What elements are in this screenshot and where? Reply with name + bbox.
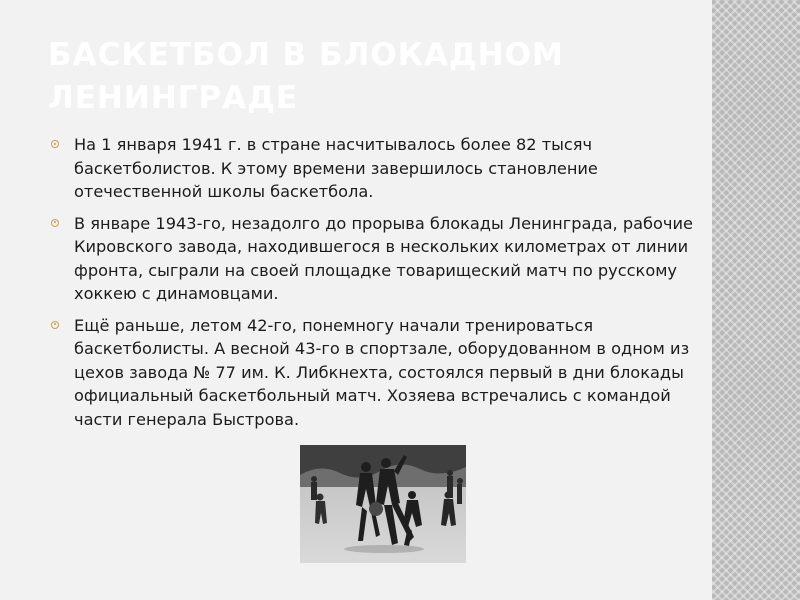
bullet-item [48, 314, 708, 432]
bullet-item [48, 212, 708, 306]
bullet-text: На 1 января 1941 г. в стране насчитывалось более 82 тысяч баскетболистов. К этому времени завершилось становление отечественной школы баскетбола. [74, 135, 598, 201]
bullet-list [48, 133, 708, 439]
basketball-game-photo [300, 445, 466, 563]
bullet-item [48, 133, 708, 204]
bullet-text: В январе 1943-го, незадолго до прорыва блокады Ленинграда, рабочие Кировского завода, находившегося в нескольких километрах от линии фронта, сыграли на своей площадке товарищеский матч по русскому хоккею с динамовцами. [74, 213, 693, 303]
bullet-circle-icon [51, 321, 59, 329]
decorative-side-pattern [712, 0, 800, 600]
photo-illustration [300, 445, 466, 563]
slide-title: БАСКЕТБОЛ В БЛОКАДНОМ ЛЕНИНГРАДЕ [48, 37, 564, 116]
bullet-text: Ещё раньше, летом 42-го, понемногу начали тренироваться баскетболисты. А весной 43-го в спортзале, оборудованном в одном из цехов завода № 77 им. К. Либкнехта, состоялся первый в дни блокады официальный баскетбольный матч. Хозяева встречались с командой части генерала Быстрова. [74, 315, 690, 429]
bullet-circle-icon [51, 219, 59, 227]
bullet-circle-icon [51, 140, 59, 148]
